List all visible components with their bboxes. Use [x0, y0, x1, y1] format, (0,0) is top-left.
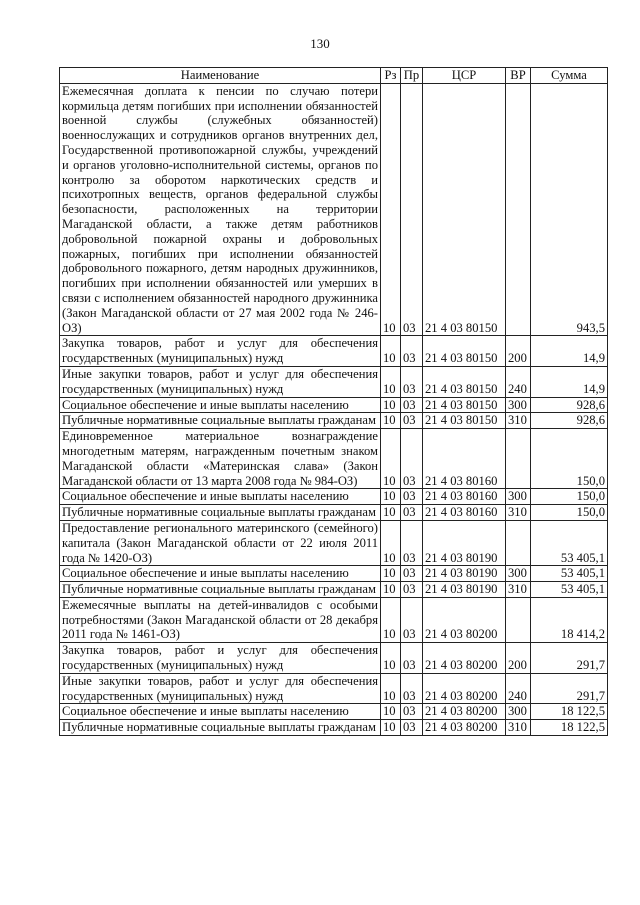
table-row — [60, 704, 608, 720]
row-name: Единовременное материальное вознаграждение многодетным матерям, награжденным почетным знаком Магаданской области «Материнская слава» (Закон Магаданской области от 13 марта 2008 года № 984-ОЗ) — [60, 429, 381, 489]
row-csr: 21 4 03 80200 — [423, 597, 506, 642]
header-name: Наименование — [60, 68, 381, 84]
row-rz: 10 — [381, 489, 401, 505]
row-pr: 03 — [401, 397, 423, 413]
table-row — [60, 520, 608, 565]
row-name: Иные закупки товаров, работ и услуг для обеспечения государственных (муниципальных) нужд — [60, 366, 381, 397]
row-pr: 03 — [401, 704, 423, 720]
table-row — [60, 489, 608, 505]
row-vr — [506, 429, 531, 489]
table-row — [60, 643, 608, 674]
table-row — [60, 413, 608, 429]
row-sum: 53 405,1 — [531, 520, 608, 565]
table-header-row — [60, 68, 608, 84]
row-rz: 10 — [381, 597, 401, 642]
row-sum: 150,0 — [531, 429, 608, 489]
row-rz: 10 — [381, 520, 401, 565]
row-sum: 150,0 — [531, 489, 608, 505]
row-rz: 10 — [381, 429, 401, 489]
row-vr: 200 — [506, 336, 531, 367]
header-sum: Сумма — [531, 68, 608, 84]
row-pr: 03 — [401, 489, 423, 505]
table-body — [60, 83, 608, 735]
row-name: Предоставление регионального материнского (семейного) капитала (Закон Магаданской области от 22 июля 2011 года № 1420-ОЗ) — [60, 520, 381, 565]
row-vr — [506, 597, 531, 642]
table-row — [60, 505, 608, 521]
header-pr: Пр — [401, 68, 423, 84]
row-name: Публичные нормативные социальные выплаты гражданам — [60, 413, 381, 429]
row-name: Публичные нормативные социальные выплаты гражданам — [60, 505, 381, 521]
row-pr: 03 — [401, 520, 423, 565]
row-sum: 291,7 — [531, 673, 608, 704]
table-row — [60, 597, 608, 642]
row-rz: 10 — [381, 505, 401, 521]
row-rz: 10 — [381, 83, 401, 336]
budget-table — [59, 67, 608, 736]
header-vr: ВР — [506, 68, 531, 84]
row-sum: 928,6 — [531, 413, 608, 429]
row-name: Публичные нормативные социальные выплаты гражданам — [60, 720, 381, 736]
row-pr: 03 — [401, 643, 423, 674]
row-pr: 03 — [401, 429, 423, 489]
row-sum: 18 414,2 — [531, 597, 608, 642]
row-rz: 10 — [381, 582, 401, 598]
table-row — [60, 83, 608, 336]
row-csr: 21 4 03 80200 — [423, 673, 506, 704]
row-csr: 21 4 03 80200 — [423, 720, 506, 736]
row-name: Закупка товаров, работ и услуг для обеспечения государственных (муниципальных) нужд — [60, 643, 381, 674]
row-csr: 21 4 03 80160 — [423, 429, 506, 489]
table-row — [60, 673, 608, 704]
row-csr: 21 4 03 80160 — [423, 505, 506, 521]
row-rz: 10 — [381, 566, 401, 582]
row-sum: 150,0 — [531, 505, 608, 521]
row-sum: 14,9 — [531, 366, 608, 397]
row-sum: 291,7 — [531, 643, 608, 674]
row-csr: 21 4 03 80200 — [423, 643, 506, 674]
row-sum: 18 122,5 — [531, 704, 608, 720]
row-name: Закупка товаров, работ и услуг для обеспечения государственных (муниципальных) нужд — [60, 336, 381, 367]
row-vr: 300 — [506, 566, 531, 582]
row-vr: 310 — [506, 582, 531, 598]
row-pr: 03 — [401, 413, 423, 429]
table-row — [60, 720, 608, 736]
row-sum: 14,9 — [531, 336, 608, 367]
row-pr: 03 — [401, 336, 423, 367]
header-rz: Рз — [381, 68, 401, 84]
table-row — [60, 582, 608, 598]
row-csr: 21 4 03 80150 — [423, 397, 506, 413]
row-vr: 310 — [506, 720, 531, 736]
table-row — [60, 366, 608, 397]
row-csr: 21 4 03 80150 — [423, 366, 506, 397]
row-sum: 53 405,1 — [531, 582, 608, 598]
row-csr: 21 4 03 80190 — [423, 582, 506, 598]
row-csr: 21 4 03 80200 — [423, 704, 506, 720]
row-vr: 300 — [506, 397, 531, 413]
row-pr: 03 — [401, 566, 423, 582]
table-row — [60, 336, 608, 367]
row-sum: 18 122,5 — [531, 720, 608, 736]
row-rz: 10 — [381, 643, 401, 674]
row-pr: 03 — [401, 83, 423, 336]
row-pr: 03 — [401, 673, 423, 704]
row-csr: 21 4 03 80160 — [423, 489, 506, 505]
row-pr: 03 — [401, 582, 423, 598]
row-pr: 03 — [401, 505, 423, 521]
row-rz: 10 — [381, 336, 401, 367]
row-name: Ежемесячная доплата к пенсии по случаю потери кормильца детям погибших при исполнении обязанностей военной службы (служебных обязанностей) военнослужащих и сотрудников органов внутренних дел, Государственной противопожарной службы, учреждений и органов уголовно-исполнительной системы, органов по контролю за оборотом наркотических средств и психотропных веществ, органов федеральной службы безопасности, расположенных на территории Магаданской области, а также детям работников добровольной пожарной охраны и добровольных пожарных, погибших при исполнении обязанностей добровольного пожарного, детям народных дружинников, погибших при исполнении обязанностей или умерших в связи с исполнением обязанностей народного дружинника (Закон Магаданской области от 27 мая 2002 года № 246-ОЗ) — [60, 83, 381, 336]
row-rz: 10 — [381, 397, 401, 413]
row-csr: 21 4 03 80150 — [423, 83, 506, 336]
row-name: Социальное обеспечение и иные выплаты населению — [60, 397, 381, 413]
table-row — [60, 566, 608, 582]
row-csr: 21 4 03 80190 — [423, 566, 506, 582]
row-vr: 240 — [506, 673, 531, 704]
row-csr: 21 4 03 80150 — [423, 413, 506, 429]
table-row — [60, 429, 608, 489]
row-name: Иные закупки товаров, работ и услуг для обеспечения государственных (муниципальных) нужд — [60, 673, 381, 704]
table-row — [60, 397, 608, 413]
row-csr: 21 4 03 80190 — [423, 520, 506, 565]
page-number: 130 — [310, 36, 330, 51]
row-sum: 53 405,1 — [531, 566, 608, 582]
row-name: Социальное обеспечение и иные выплаты населению — [60, 704, 381, 720]
row-rz: 10 — [381, 366, 401, 397]
row-name: Социальное обеспечение и иные выплаты населению — [60, 489, 381, 505]
row-vr: 240 — [506, 366, 531, 397]
row-vr — [506, 520, 531, 565]
row-pr: 03 — [401, 597, 423, 642]
row-vr — [506, 83, 531, 336]
row-csr: 21 4 03 80150 — [423, 336, 506, 367]
row-name: Публичные нормативные социальные выплаты гражданам — [60, 582, 381, 598]
row-sum: 943,5 — [531, 83, 608, 336]
row-vr: 200 — [506, 643, 531, 674]
row-vr: 300 — [506, 489, 531, 505]
row-name: Ежемесячные выплаты на детей-инвалидов с особыми потребностями (Закон Магаданской области от 28 декабря 2011 года № 1461-ОЗ) — [60, 597, 381, 642]
row-vr: 310 — [506, 505, 531, 521]
row-pr: 03 — [401, 720, 423, 736]
row-rz: 10 — [381, 413, 401, 429]
row-name: Социальное обеспечение и иные выплаты населению — [60, 566, 381, 582]
row-vr: 300 — [506, 704, 531, 720]
row-vr: 310 — [506, 413, 531, 429]
row-rz: 10 — [381, 720, 401, 736]
row-rz: 10 — [381, 673, 401, 704]
row-sum: 928,6 — [531, 397, 608, 413]
header-csr: ЦСР — [423, 68, 506, 84]
row-rz: 10 — [381, 704, 401, 720]
row-pr: 03 — [401, 366, 423, 397]
